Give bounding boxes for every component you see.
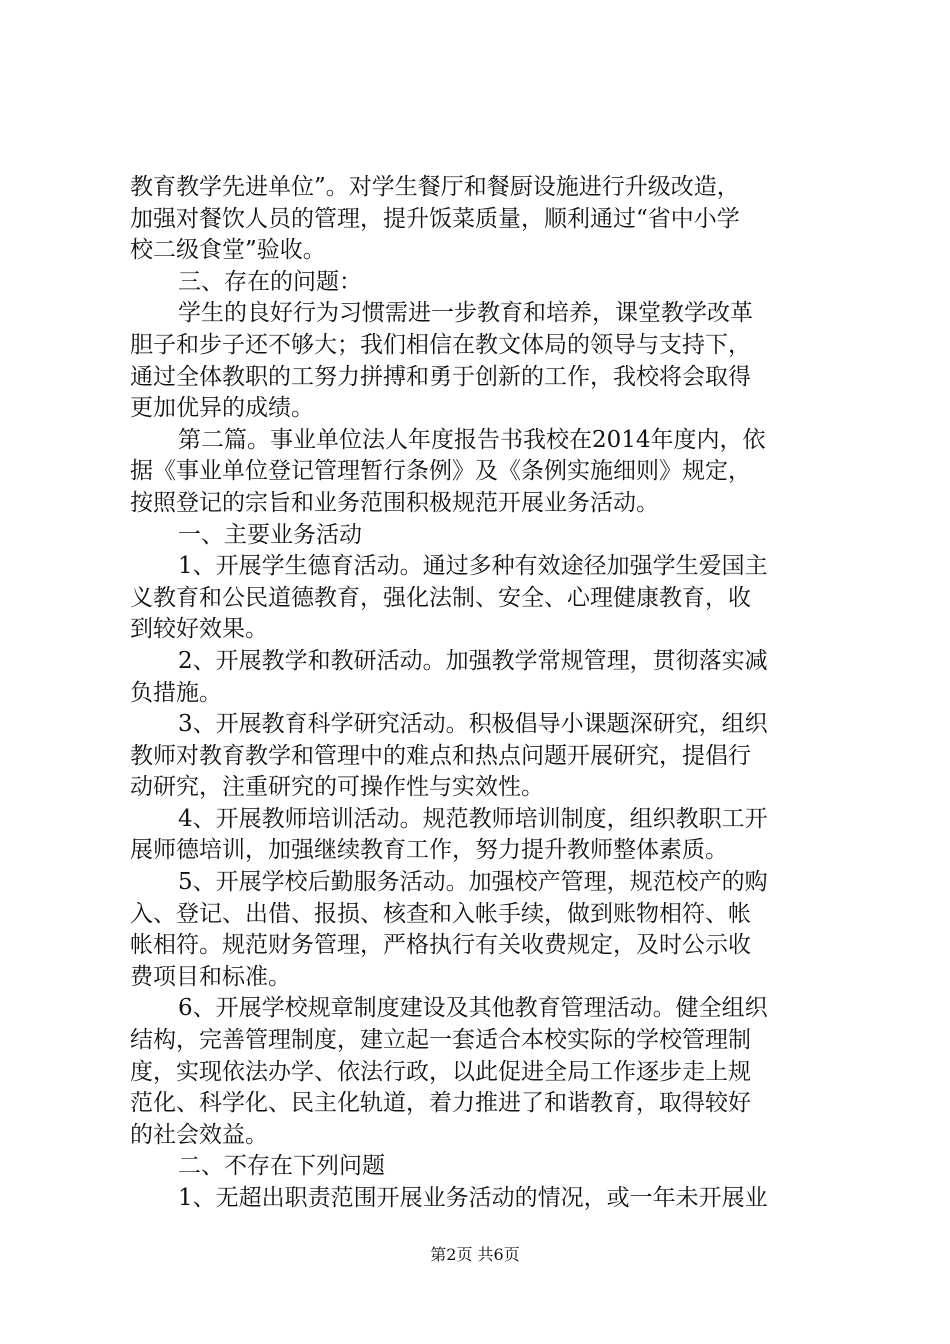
document-body: [130, 172, 830, 1215]
text-line: 展师德培训，加强继续教育工作，努力提升教师整体素质。: [130, 837, 728, 864]
text-line: 帐相符。规范财务管理，严格执行有关收费规定，及时公示收: [130, 932, 751, 959]
text-line: 度，实现依法办学、依法行政，以此促进全局工作逐步走上规: [130, 1058, 751, 1085]
text-line: 4、开展教师培训活动。规范教师培训制度，组织教职工开: [178, 805, 768, 832]
text-line: 学生的良好行为习惯需进一步教育和培养，课堂教学改革: [178, 300, 753, 327]
text-line: 入、登记、出借、报损、核查和入帐手续，做到账物相符、帐: [130, 900, 751, 927]
text-line: 义教育和公民道德教育，强化法制、安全、心理健康教育，收: [130, 584, 751, 611]
text-line: 更加优异的成绩。: [130, 395, 314, 422]
text-line: 负措施。: [130, 679, 222, 706]
paragraph: [130, 804, 830, 867]
text-line: 结构，完善管理制度，建立起一套适合本校实际的学校管理制: [130, 1027, 751, 1054]
paragraph: [130, 867, 830, 993]
text-line: 按照登记的宗旨和业务范围积极规范开展业务活动。: [130, 489, 659, 516]
section-heading-problems: [130, 267, 830, 299]
paragraph-continued: [130, 172, 830, 267]
text-line: 通过全体教职的工努力拼搏和勇于创新的工作，我校将会取得: [130, 363, 751, 390]
text-line: 一、主要业务活动: [178, 521, 362, 548]
text-line: 胆子和步子还不够大；我们相信在教文体局的领导与支持下，: [130, 331, 751, 358]
page-number-footer: 第2页 共6页: [430, 1245, 520, 1264]
text-line: 费项目和标准。: [130, 963, 291, 990]
paragraph: [130, 425, 830, 520]
text-line: 到较好效果。: [130, 616, 268, 643]
text-line: 的社会效益。: [130, 1121, 268, 1148]
text-line: 1、开展学生德育活动。通过多种有效途径加强学生爱国主: [178, 553, 768, 580]
text-line: 三、存在的问题：: [178, 268, 362, 295]
text-line: 二、不存在下列问题: [178, 1153, 385, 1180]
text-line: 加强对餐饮人员的管理，提升饭菜质量，顺利通过“省中小学: [130, 205, 740, 232]
section-heading-no-problems: [130, 1151, 830, 1183]
text-line: 3、开展教育科学研究活动。积极倡导小课题深研究，组织: [178, 711, 768, 738]
paragraph: [130, 551, 830, 646]
paragraph: [130, 993, 830, 1151]
text-line: 教育教学先进单位”。对学生餐厅和餐厨设施进行升级改造，: [130, 174, 740, 200]
text-line: 校二级食堂”验收。: [130, 237, 326, 264]
paragraph: [130, 646, 830, 709]
text-line: 2、开展教学和教研活动。加强教学常规管理，贯彻落实减: [178, 647, 768, 674]
text-line: 1、无超出职责范围开展业务活动的情况，或一年未开展业: [178, 1185, 768, 1211]
paragraph: [130, 298, 830, 424]
text-line: 动研究，注重研究的可操作性与实效性。: [130, 774, 544, 801]
text-line: 6、开展学校规章制度建设及其他教育管理活动。健全组织: [178, 995, 768, 1022]
text-line: 第二篇。事业单位法人年度报告书我校在2014年度内，依: [178, 426, 766, 453]
text-line: 范化、科学化、民主化轨道，着力推进了和谐教育，取得较好: [130, 1090, 751, 1117]
text-line: 据《事业单位登记管理暂行条例》及《条例实施细则》规定，: [130, 458, 751, 485]
text-line: 5、开展学校后勤服务活动。加强校产管理，规范校产的购: [178, 869, 768, 896]
section-heading-main-activities: [130, 520, 830, 552]
text-line: 教师对教育教学和管理中的难点和热点问题开展研究，提倡行: [130, 742, 751, 769]
paragraph: [130, 709, 830, 804]
paragraph: [130, 1183, 830, 1215]
